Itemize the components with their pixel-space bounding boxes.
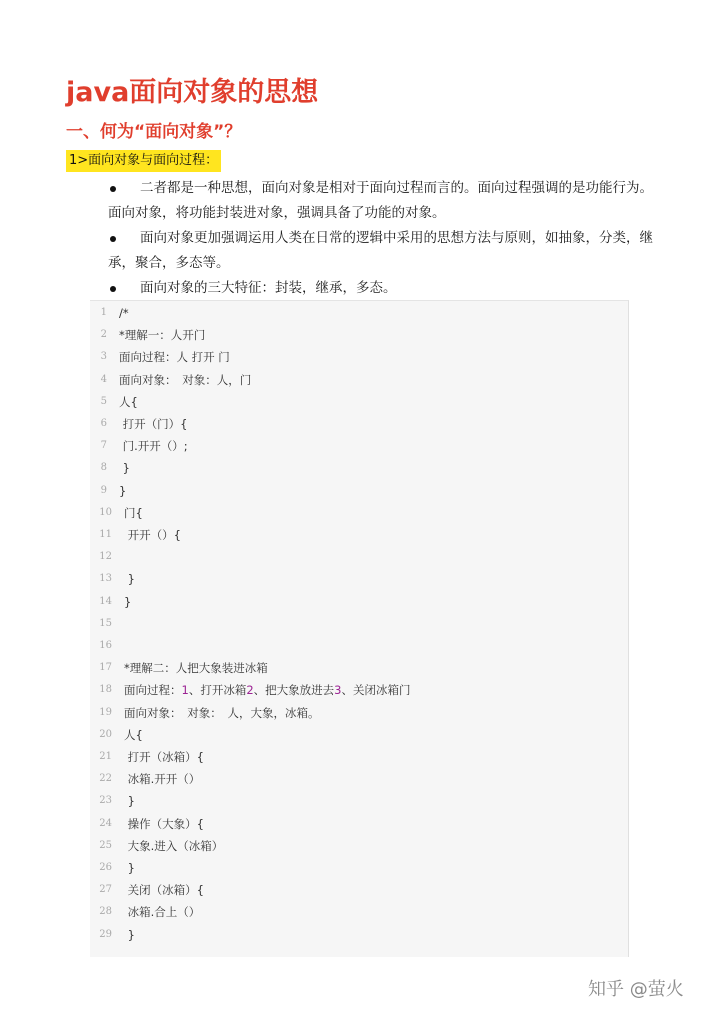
- line-number: 5: [100, 395, 107, 407]
- code-line: [90, 324, 620, 346]
- code-text: *理解二：人把大象装进冰箱: [124, 661, 268, 676]
- line-number: 13: [99, 573, 112, 585]
- code-text: 人{: [124, 727, 143, 742]
- code-line: [90, 679, 620, 701]
- line-number: 9: [100, 484, 107, 496]
- line-number: 7: [100, 440, 107, 452]
- code-text: }: [124, 572, 135, 587]
- section-heading: 一、何为“面向对象”？: [66, 122, 242, 142]
- code-text: 人{: [119, 394, 138, 409]
- line-number: 2: [100, 329, 107, 341]
- bullet-dot-icon: [110, 236, 116, 242]
- line-number: 8: [100, 462, 107, 474]
- code-text: }: [124, 861, 135, 875]
- code-line: [90, 391, 620, 413]
- line-number: 21: [99, 751, 112, 762]
- bullet-text: 面向对象更加强调运用人类在日常的逻辑中采用的思想方法与原则，如抽象，分类，继承，聚合，多态等。: [108, 230, 653, 271]
- line-number: 1: [100, 307, 107, 318]
- line-number: 11: [99, 529, 112, 540]
- code-line: [90, 302, 620, 324]
- highlighted-subheading: 1>面向对象与面向过程：: [66, 150, 221, 172]
- line-number: 29: [99, 928, 112, 940]
- code-text: 打开（冰箱）{: [124, 750, 204, 764]
- line-number: 16: [99, 640, 112, 651]
- code-text: 面向对象： 对象： 人，大象，冰箱。: [124, 705, 320, 720]
- code-text: /*: [119, 306, 129, 320]
- code-text: }: [119, 461, 130, 476]
- code-line: [90, 746, 620, 768]
- code-line: [90, 435, 620, 457]
- code-text: 关闭（冰箱）{: [124, 883, 204, 898]
- line-number: 12: [99, 551, 112, 563]
- code-line: [90, 568, 620, 590]
- code-text: 门{: [124, 505, 143, 520]
- line-number: 10: [99, 506, 112, 518]
- code-line: [90, 480, 620, 502]
- code-line: [90, 346, 620, 368]
- code-text: }: [119, 483, 127, 498]
- code-line: [90, 369, 620, 391]
- line-number: 20: [99, 728, 112, 740]
- line-number: 18: [99, 684, 112, 696]
- bullet-text: 面向对象的三大特征：封装，继承，多态。: [140, 280, 397, 296]
- line-number: 15: [99, 617, 112, 629]
- line-number: 27: [99, 884, 112, 896]
- bullet-dot-icon: [110, 286, 116, 292]
- code-line: [90, 546, 620, 568]
- code-text: 开开（）{: [124, 528, 181, 542]
- line-number: 26: [99, 862, 112, 873]
- line-number: 22: [99, 773, 112, 785]
- line-number: 24: [99, 817, 112, 829]
- line-number: 23: [99, 795, 112, 807]
- line-number: 6: [100, 418, 107, 429]
- code-line: [90, 657, 620, 679]
- line-number: 25: [99, 839, 112, 851]
- code-line: [90, 835, 620, 857]
- code-text: }: [124, 927, 135, 942]
- bullet-list: [108, 176, 654, 301]
- code-line: [90, 924, 620, 946]
- code-text: 面向过程：1、打开冰箱2、把大象放进去3、关闭冰箱门: [124, 683, 411, 698]
- code-text: 冰箱.开开（）: [124, 772, 201, 787]
- line-number: 17: [99, 662, 112, 674]
- code-block: [90, 300, 629, 957]
- line-number: 3: [100, 351, 107, 363]
- code-text: 操作（大象）{: [124, 816, 204, 831]
- code-line: [90, 502, 620, 524]
- code-line: [90, 768, 620, 790]
- code-text: 面向对象： 对象：人，门: [119, 372, 252, 387]
- code-line: [90, 702, 620, 724]
- code-line: [90, 591, 620, 613]
- code-text: 冰箱.合上（）: [124, 905, 201, 920]
- code-text: 打开（门）{: [119, 417, 188, 431]
- code-line: [90, 635, 620, 657]
- code-line: [90, 857, 620, 879]
- code-line: [90, 901, 620, 923]
- code-text: }: [124, 794, 135, 809]
- code-line: [90, 724, 620, 746]
- code-text: *理解一：人开门: [119, 328, 206, 343]
- code-text: 面向过程：人 打开 门: [119, 350, 230, 365]
- line-number: 4: [100, 373, 107, 385]
- line-number: 14: [99, 595, 112, 607]
- bullet-text: 二者都是一种思想，面向对象是相对于面向过程而言的。面向过程强调的是功能行为。面向对象，将功能封装进对象，强调具备了功能的对象。: [108, 180, 653, 221]
- code-line: [90, 613, 620, 635]
- code-text: 门.开开（）;: [119, 439, 188, 454]
- code-line: [90, 879, 620, 901]
- code-text: 大象.进入（冰箱）: [124, 838, 224, 853]
- code-text: }: [124, 594, 132, 609]
- code-line: [90, 813, 620, 835]
- code-line: [90, 457, 620, 479]
- page-title: java面向对象的思想: [66, 77, 319, 108]
- bullet-dot-icon: [110, 186, 116, 192]
- line-number: 28: [99, 906, 112, 918]
- code-line: [90, 413, 620, 435]
- bullet-item: [108, 176, 654, 226]
- watermark: 知乎 @萤火: [588, 979, 684, 1000]
- code-line: [90, 524, 620, 546]
- code-line: [90, 790, 620, 812]
- bullet-item: [108, 226, 654, 276]
- bullet-item: [108, 276, 654, 301]
- line-number: 19: [99, 706, 112, 718]
